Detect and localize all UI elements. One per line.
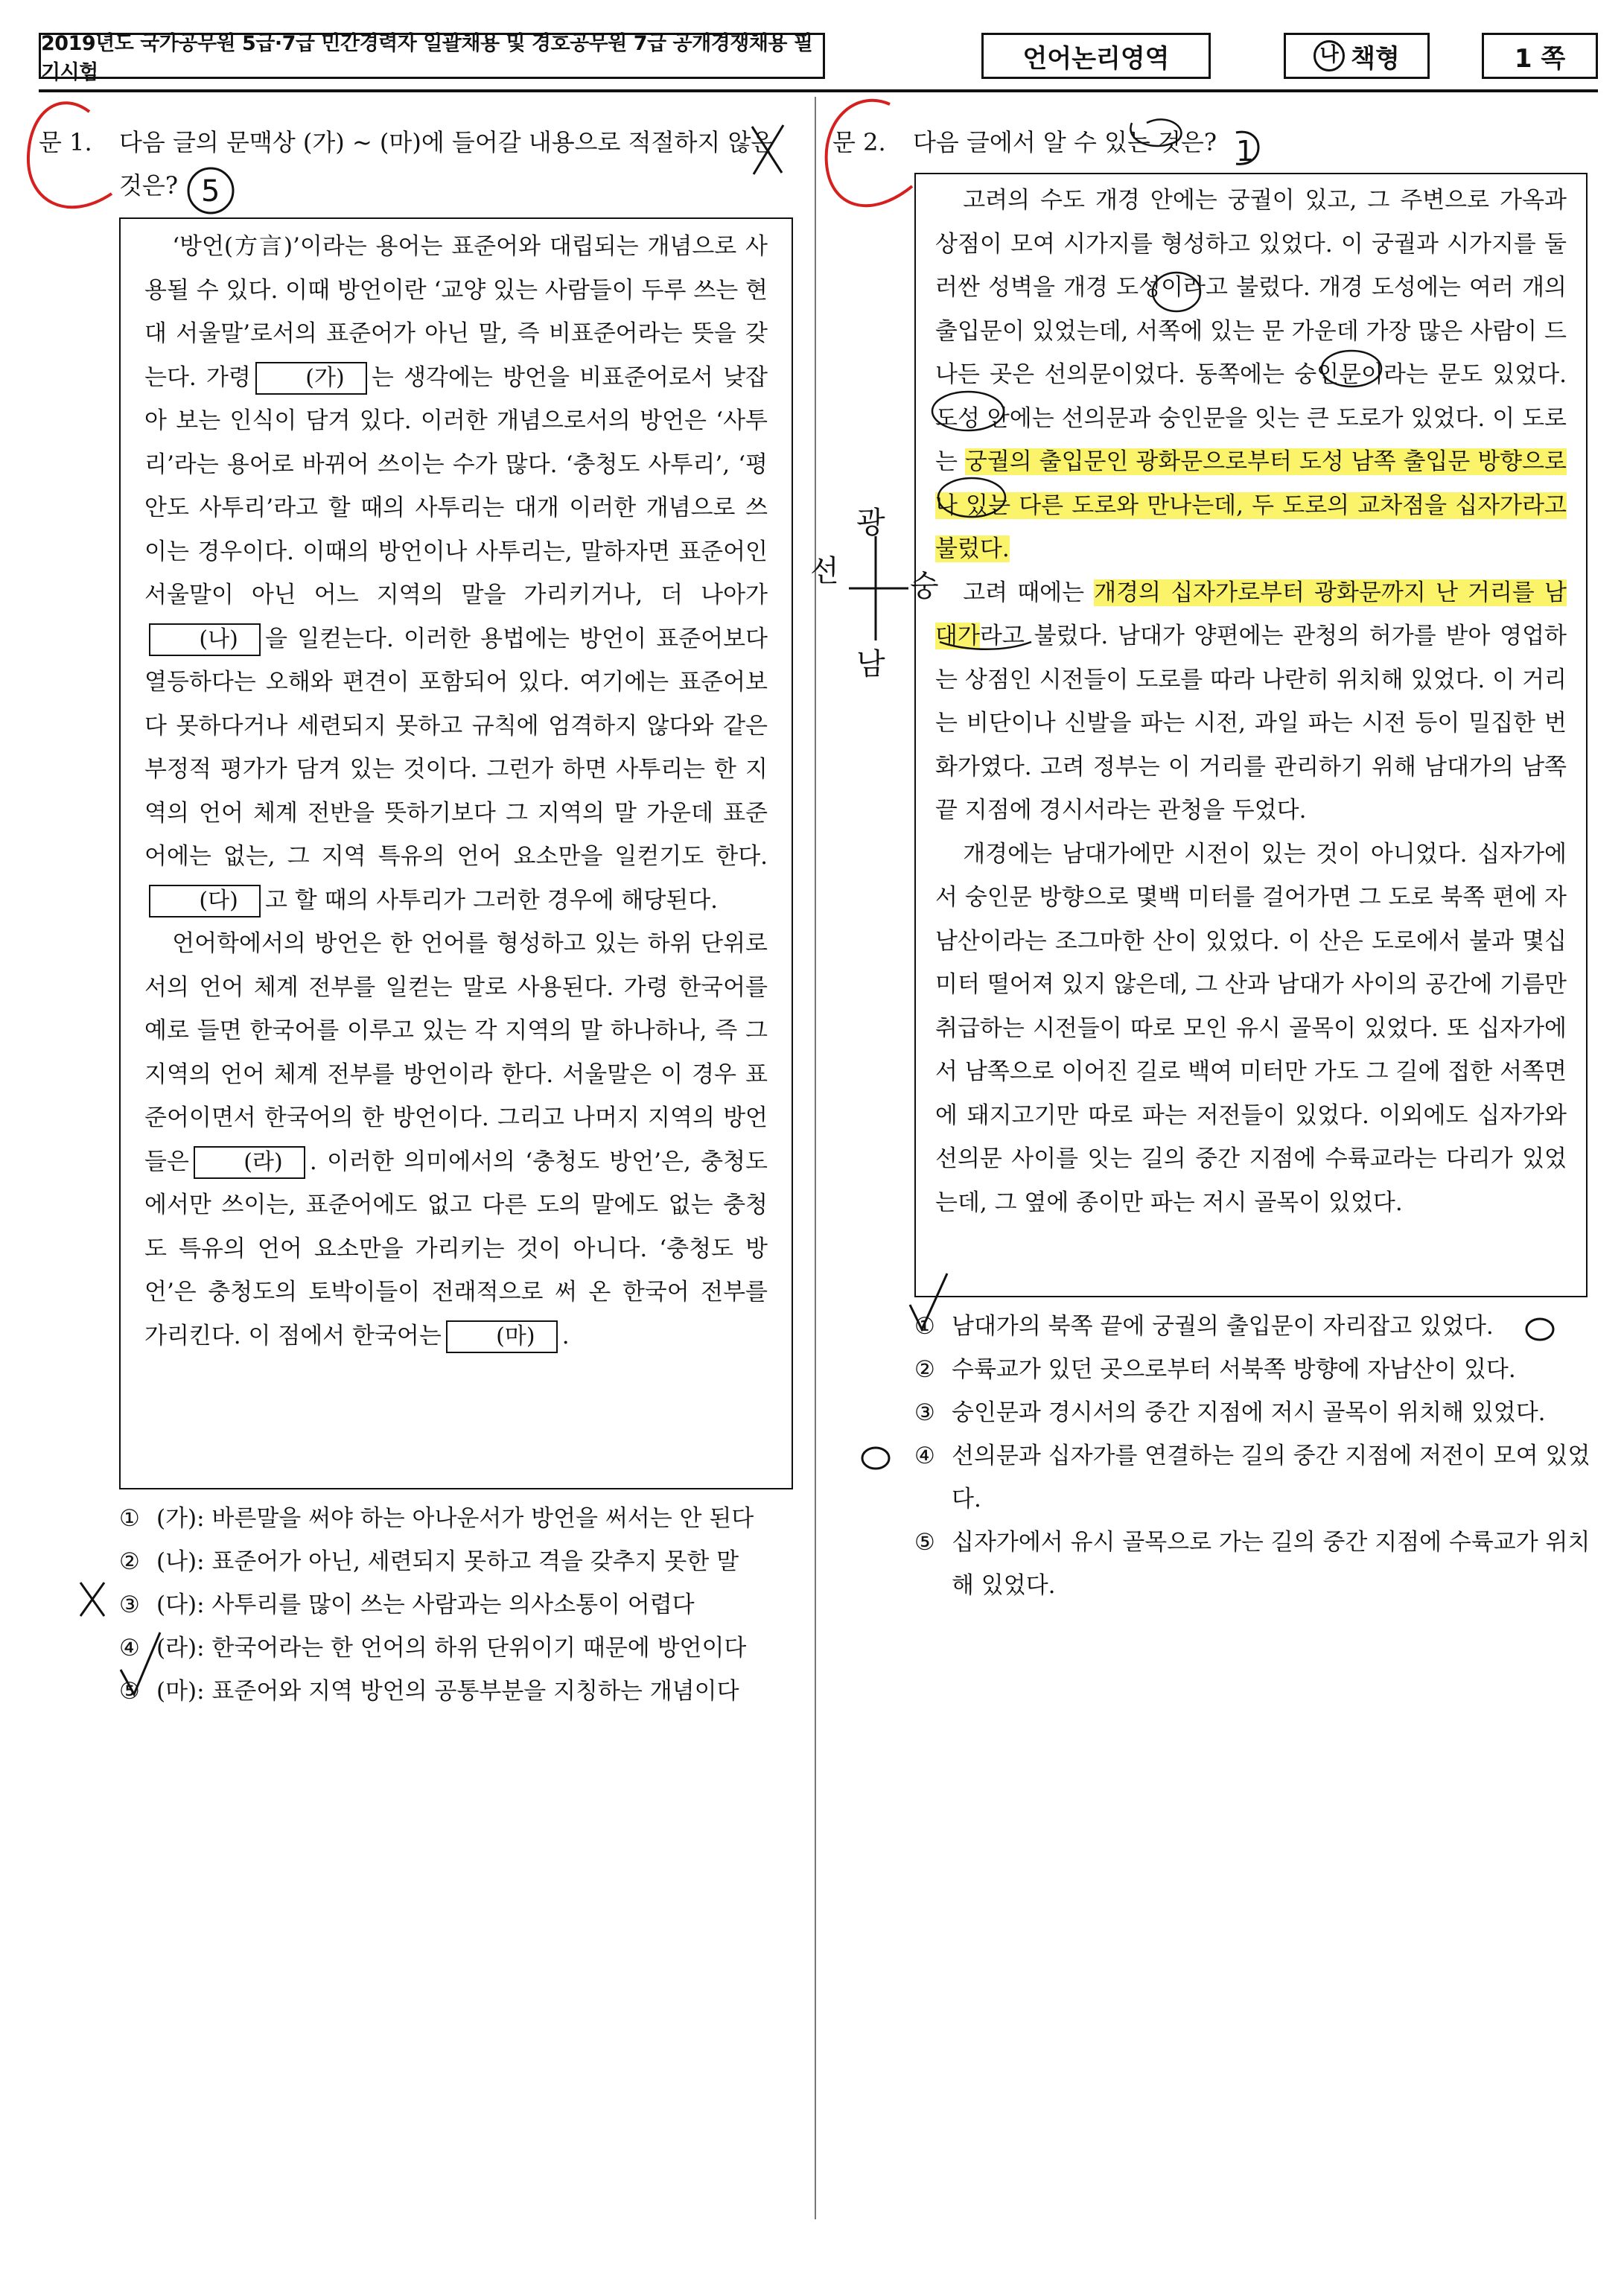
q1-option-5[interactable]: ⑤ (마): 표준어와 지역 방언의 공통부분을 지칭하는 개념이다 bbox=[119, 1678, 739, 1705]
diagram-east: 숭 bbox=[910, 569, 939, 603]
blank-da: (다) bbox=[149, 885, 261, 918]
exam-title: 2019년도 국가공무원 5급·7급 민간경력자 일괄채용 및 경호공무원 7급 공개경쟁채용 필기시험 bbox=[39, 33, 825, 79]
booklet-type bbox=[1284, 33, 1430, 79]
q1-option-3[interactable]: ③ (다): 사투리를 많이 쓰는 사람과는 의사소통이 어렵다 bbox=[119, 1591, 695, 1618]
column-divider bbox=[815, 97, 816, 2219]
diagram-north: 광 bbox=[856, 506, 885, 540]
q2-option4-o-mark bbox=[862, 1448, 889, 1469]
q2-paragraph-3: 개경에는 남대가에만 시전이 있는 것이 아니었다. 십자가에서 숭인문 방향으로 몇백 미터를 걸어가면 그 도로 북쪽 편에 자남산이라는 조그마한 산이 있었다. 이 산은 도로에서 불과 몇십 미터 떨어져 있지 않은데, 그 산과 남대가 사이의 공간에 기름만 취급하는 시전들이 따로 모인 유시 골목이 있었다. 또 십자가에서 남쪽으로 이어진 길로 백여 미터만 가도 그 길에 접한 서쪽면에 돼지고기만 따로 파는 저전들이 있었다. 이외에도 십자가와 선의문 사이를 잇는 길의 중간 지점에 수륙교라는 다리가 있었는데, 그 옆에 종이만 파는 저시 골목이 있었다. bbox=[935, 840, 1567, 1216]
blank-ma: (마) bbox=[446, 1320, 558, 1353]
header-rule bbox=[39, 89, 1598, 92]
q1-option-1[interactable]: ① (가): 바른말을 써야 하는 아나운서가 방언을 써서는 안 된다 bbox=[119, 1505, 754, 1532]
subject-label: 언어논리영역 bbox=[981, 33, 1211, 79]
q2-option-5[interactable]: ⑤ 십자가에서 유시 골목으로 가는 길의 중간 지점에 수륙교가 위치해 있었다. bbox=[914, 1529, 1590, 1599]
q1-options bbox=[119, 1497, 804, 1713]
booklet-label: 책형 bbox=[1351, 43, 1400, 74]
blank-ga: (가) bbox=[255, 362, 367, 395]
q2-option-4[interactable]: ④ 선의문과 십자가를 연결하는 길의 중간 지점에 저전이 모여 있었다. bbox=[914, 1443, 1590, 1513]
q2-passage bbox=[914, 173, 1588, 1297]
q1-option-4[interactable]: ④ (라): 한국어라는 한 언어의 하위 단위이기 때문에 방언이다 bbox=[119, 1635, 747, 1661]
page-number: 1 쪽 bbox=[1482, 33, 1598, 79]
direction-cross bbox=[849, 536, 908, 640]
blank-ra: (라) bbox=[194, 1146, 305, 1179]
q2-option-2[interactable]: ② 수륙교가 있던 곳으로부터 서북쪽 방향에 자남산이 있다. bbox=[914, 1356, 1516, 1383]
q1-passage bbox=[119, 217, 793, 1489]
diagram-west: 선 bbox=[810, 554, 839, 588]
q2-option-3[interactable]: ③ 숭인문과 경시서의 중간 지점에 저시 골목이 위치해 있었다. bbox=[914, 1399, 1546, 1426]
booklet-mark: 나 bbox=[1313, 40, 1345, 71]
highlight-2: 개경의 십자가로부터 광화문까지 난 거리를 남대가 bbox=[935, 579, 1567, 649]
q2-question: 다음 글에서 알 수 있는 것은? bbox=[913, 128, 1217, 156]
highlight-1: 궁궐의 출입문인 광화문으로부터 도성 남쪽 출입문 방향으로 나 있는 다른 도로와 만나는데, 두 도로의 교차점을 십자가라고 불렀다. bbox=[935, 448, 1567, 562]
q1-option3-x-mark bbox=[80, 1583, 104, 1616]
q2-label: 문 2. bbox=[832, 128, 886, 156]
q1-paragraph-1: ‘방언(方言)’이라는 용어는 표준어와 대립되는 개념으로 사용될 수 있다. 이때 방언이란 ‘교양 있는 사람들이 두루 쓰는 현대 서울말’로서의 표준어가 아닌 말, 즉 비표준어라는 뜻을 갖는다. 가령 (가) 는 생각에는 방언을 비표준어로서 낮잡아 보는 인식이 담겨 있다. 이러한 개념으로서의 방언은 ‘사투리’라는 용어로 바뀌어 쓰이는 수가 많다. ‘충청도 사투리’, ‘평안도 사투리’라고 할 때의 사투리는 대개 이러한 개념으로 쓰이는 경우이다. 이때의 방언이나 사투리는, 말하자면 표준어인 서울말이 아닌 어느 지역의 말을 가리키거나, 더 나아가(나) 을 일컫는다. 이러한 용법에는 방언이 표준어보다 열등하다는 오해와 편견이 포함되어 있다. 여기에는 표준어보다 못하다거나 세련되지 못하고 규칙에 엄격하지 않다와 같은 부정적 평가가 담겨 있는 것이다. 그런가 하면 사투리는 한 지역의 언어 체계 전반을 뜻하기보다 그 지역의 말 가운데 표준어에는 없는, 그 지역 특유의 언어 요소만을 일컫기도 한다. (다) 고 할 때의 사투리가 그러한 경우에 해당된다. bbox=[144, 225, 768, 922]
q1-label: 문 1. bbox=[39, 128, 92, 156]
q2-answer-digit: 1 bbox=[1236, 135, 1255, 168]
diagram-south: 남 bbox=[856, 647, 885, 681]
q1-question bbox=[119, 121, 804, 207]
q1-option-2[interactable]: ② (나): 표준어가 아닌, 세련되지 못하고 격을 갖추지 못한 말 bbox=[119, 1548, 739, 1575]
q1-question-line1: 다음 글의 문맥상 (가) ~ (마)에 들어갈 내용으로 적절하지 않은 bbox=[119, 128, 774, 156]
q2-paragraph-2: 고려 때에는 개경의 십자가로부터 광화문까지 난 거리를 남대가라고 불렀다. 남대가 양편에는 관청의 허가를 받아 영업하는 상점인 시전들이 도로를 따라 나란히 위치해 있었다. 이 거리는 비단이나 신발을 파는 시전, 과일 파는 시전 등이 밀집한 번화가였다. 고려 정부는 이 거리를 관리하기 위해 남대가의 남쪽 끝 지점에 경시서라는 관청을 두었다. bbox=[935, 579, 1567, 824]
blank-na: (나) bbox=[149, 623, 261, 656]
q1-question-line2: 것은? bbox=[119, 171, 178, 200]
q1-answer-digit: 5 bbox=[201, 174, 220, 209]
q2-options bbox=[914, 1305, 1592, 1607]
q2-paragraph-1: 고려의 수도 개경 안에는 궁궐이 있고, 그 주변으로 가옥과 상점이 모여 시가지를 형성하고 있었다. 이 궁궐과 시가지를 둘러싼 성벽을 개경 도성이라고 불렀다. 개경 도성에는 여러 개의 출입문이 있었는데, 서쪽에 있는 문 가운데 가장 많은 사람이 드나든 곳은 선의문이었다. 동쪽에는 숭인문이라는 문도 있었다. 도성 안에는 선의문과 숭인문을 잇는 큰 도로가 있었다. 이 도로는 궁궐의 출입문인 광화문으로부터 도성 남쪽 출입문 방향으로 나 있는 다른 도로와 만나는데, 두 도로의 교차점을 십자가라고 불렀다. bbox=[935, 187, 1567, 562]
q1-paragraph-2: 언어학에서의 방언은 한 언어를 형성하고 있는 하위 단위로서의 언어 체계 전부를 일컫는 말로 사용된다. 가령 한국어를 예로 들면 한국어를 이루고 있는 각 지역의 말 하나하나, 즉 그 지역의 언어 체계 전부를 방언이라 한다. 서울말은 이 경우 표준어이면서 한국어의 한 방언이다. 그리고 나머지 지역의 방언들은 (라) . 이러한 의미에서의 ‘충청도 방언’은, 충청도에서만 쓰이는, 표준어에도 없고 다른 도의 말에도 없는 충청도 특유의 언어 요소만을 가리키는 것이 아니다. ‘충청도 방언’은 충청도의 토박이들이 전래적으로 써 온 한국어 전부를 가리킨다. 이 점에서 한국어는 (마) . bbox=[144, 922, 768, 1358]
q2-option-1[interactable]: ① 남대가의 북쪽 끝에 궁궐의 출입문이 자리잡고 있었다. bbox=[914, 1313, 1494, 1340]
